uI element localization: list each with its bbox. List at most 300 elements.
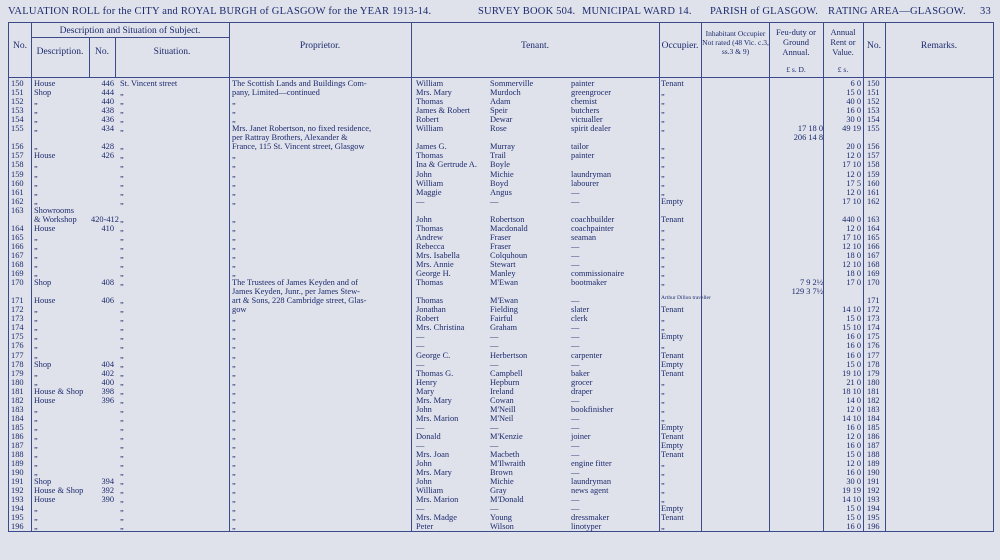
tenant-occupation: painter: [571, 151, 595, 161]
tenant-occupation: joiner: [571, 431, 591, 441]
occupier: „: [661, 395, 665, 405]
situation: „: [120, 359, 124, 369]
col-feu-units: £ s. D.: [786, 65, 806, 74]
annual-value: 15 0: [846, 450, 861, 460]
tenant-first-name: John: [416, 477, 432, 487]
proprietor: pany, Limited—continued: [232, 88, 320, 98]
occupier: „: [661, 160, 665, 170]
tenant-first-name: Rebecca: [416, 241, 445, 251]
tenant-first-name: Mrs. Mary: [416, 88, 452, 98]
row-number-right: 163: [867, 214, 880, 224]
occupier: „: [661, 97, 665, 107]
row-number: 157: [11, 151, 24, 161]
description: „: [34, 169, 38, 179]
tenant-occupation: —: [571, 323, 580, 333]
tenant-first-name: Mrs. Joan: [416, 450, 450, 460]
tenant-surname: Herbertson: [490, 350, 528, 360]
tenant-surname: M'Ewan: [490, 296, 519, 306]
tenant-occupation: draper: [571, 386, 593, 396]
proprietor: per Rattray Brothers, Alexander &: [232, 133, 348, 143]
situation: „: [120, 341, 124, 351]
annual-value: 14 10: [842, 305, 861, 315]
annual-value: 6 0: [850, 79, 861, 88]
row-number: 195: [11, 513, 24, 523]
col-tenant: Tenant.: [520, 41, 550, 51]
description: „: [34, 97, 38, 107]
proprietor: „: [232, 250, 236, 260]
occupier: Empty: [661, 359, 684, 369]
proprietor: The Scottish Lands and Buildings Com-: [232, 79, 367, 88]
street-number: 394: [101, 477, 114, 487]
tenant-occupation: —: [571, 296, 580, 306]
description: „: [34, 332, 38, 342]
occupier: Empty: [661, 332, 684, 342]
tenant-surname: Fraser: [490, 232, 511, 242]
annual-value: 17 10: [842, 232, 861, 242]
tenant-occupation: engine fitter: [571, 459, 612, 469]
tenant-surname: Young: [490, 513, 512, 523]
proprietor: „: [232, 495, 236, 505]
col-no: No.: [13, 41, 27, 51]
proprietor: „: [232, 178, 236, 188]
tenant-occupation: dressmaker: [571, 513, 610, 523]
description: „: [34, 260, 38, 269]
proprietor: „: [232, 413, 236, 423]
annual-value: 16 0: [846, 106, 861, 116]
tenant-surname: Cowan: [490, 395, 514, 405]
description: House & Shop: [34, 486, 84, 496]
description: „: [34, 269, 38, 279]
occupier: „: [661, 404, 665, 414]
situation: „: [120, 459, 124, 469]
occupier: „: [661, 522, 665, 532]
proprietor: „: [232, 241, 236, 251]
situation: „: [120, 223, 124, 233]
tenant-surname: Sommerville: [490, 79, 534, 88]
description: „: [34, 468, 38, 478]
situation: „: [120, 504, 124, 514]
tenant-occupation: —: [571, 495, 580, 505]
row-number: 154: [11, 115, 24, 125]
tenant-occupation: labourer: [571, 178, 599, 188]
tenant-surname: Macdonald: [490, 223, 528, 233]
tenant-first-name: —: [416, 359, 425, 369]
proprietor: „: [232, 441, 236, 450]
proprietor: „: [232, 513, 236, 523]
tenant-occupation: —: [571, 359, 580, 369]
proprietor: art & Sons, 228 Cambridge street, Glas-: [232, 296, 367, 306]
row-number-right: 182: [867, 395, 880, 405]
occupier: „: [661, 459, 665, 469]
row-number-right: 167: [867, 250, 880, 260]
situation: „: [120, 314, 124, 324]
situation: „: [120, 413, 124, 423]
row-number-right: 162: [867, 196, 880, 206]
occupier: „: [661, 486, 665, 496]
annual-value: 15 10: [842, 323, 861, 333]
row-number: 196: [11, 522, 24, 532]
row-number-right: 176: [867, 341, 880, 351]
row-number-right: 168: [867, 260, 880, 269]
situation: „: [120, 495, 124, 505]
row-number: 185: [11, 422, 24, 432]
tenant-first-name: Mrs. Annie: [416, 260, 454, 269]
description: Shop: [34, 278, 52, 288]
description: House: [34, 79, 56, 88]
tenant-occupation: victualler: [571, 115, 603, 125]
tenant-occupation: coachpainter: [571, 223, 614, 233]
tenant-occupation: spirit dealer: [571, 124, 611, 134]
municipal-ward: MUNICIPAL WARD 14.: [582, 6, 692, 17]
proprietor: „: [232, 477, 236, 487]
street-number: 444: [101, 88, 114, 98]
row-number: 168: [11, 260, 24, 269]
col-feu: Feu-duty or Ground Annual.: [776, 27, 816, 57]
row-number-right: 150: [867, 79, 880, 88]
annual-value: 15 0: [846, 314, 861, 324]
tenant-surname: Brown: [490, 468, 513, 478]
tenant-surname: Colquhoun: [490, 250, 528, 260]
parish: PARISH of GLASGOW.: [710, 6, 819, 17]
row-number-right: 181: [867, 386, 880, 396]
occupier: „: [661, 468, 665, 478]
proprietor: „: [232, 223, 236, 233]
situation: „: [120, 305, 124, 315]
occupier: „: [661, 232, 665, 242]
row-number-right: 159: [867, 169, 880, 179]
tenant-occupation: —: [571, 441, 580, 450]
situation: „: [120, 142, 124, 152]
description: „: [34, 142, 38, 152]
row-number-right: 195: [867, 513, 880, 523]
tenant-first-name: Andrew: [416, 232, 443, 242]
description: „: [34, 196, 38, 206]
proprietor: „: [232, 269, 236, 279]
proprietor: Mrs. Janet Robertson, no fixed residence,: [232, 124, 372, 134]
row-number-right: 170: [867, 278, 880, 288]
annual-value: 16 0: [846, 468, 861, 478]
description: „: [34, 350, 38, 360]
description: House: [34, 151, 56, 161]
tenant-surname: —: [490, 422, 499, 432]
situation: „: [120, 88, 124, 98]
situation: „: [120, 151, 124, 161]
tenant-first-name: William: [416, 178, 444, 188]
row-number-right: 151: [867, 88, 880, 98]
row-number-right: 154: [867, 115, 880, 125]
tenant-occupation: —: [571, 504, 580, 514]
row-number-right: 184: [867, 413, 880, 423]
row-number: 176: [11, 341, 24, 351]
tenant-surname: Macbeth: [490, 450, 520, 460]
description: „: [34, 187, 38, 197]
proprietor: „: [232, 196, 236, 206]
row-number: 161: [11, 187, 24, 197]
feu-duty: 206 14 8: [793, 133, 823, 143]
street-number: 402: [101, 368, 114, 378]
tenant-surname: M'Donald: [490, 495, 524, 505]
feu-duty: 7 9 2½: [799, 278, 823, 288]
row-number: 174: [11, 323, 24, 333]
description: „: [34, 106, 38, 116]
tenant-occupation: slater: [571, 305, 590, 315]
tenant-first-name: —: [416, 341, 425, 351]
col-occupier: Occupier.: [661, 41, 699, 51]
tenant-occupation: baker: [571, 368, 590, 378]
tenant-first-name: John: [416, 404, 432, 414]
tenant-surname: —: [490, 332, 499, 342]
situation: „: [120, 477, 124, 487]
proprietor: James Keyden, Junr., per James Stew-: [232, 287, 360, 297]
street-number: 438: [101, 106, 114, 116]
row-number: 194: [11, 504, 24, 514]
street-number: 428: [101, 142, 114, 152]
description: „: [34, 250, 38, 260]
tenant-surname: Fairful: [490, 314, 513, 324]
occupier: Tenant: [661, 513, 684, 523]
row-number-right: 179: [867, 368, 880, 378]
situation: „: [120, 160, 124, 170]
tenant-surname: Stewart: [490, 260, 516, 269]
proprietor: „: [232, 314, 236, 324]
occupier: Empty: [661, 422, 684, 432]
tenant-occupation: carpenter: [571, 350, 603, 360]
occupier: Tenant: [661, 79, 684, 88]
tenant-surname: Fielding: [490, 305, 518, 315]
description: „: [34, 305, 38, 315]
tenant-first-name: Mrs. Isabella: [416, 250, 460, 260]
proprietor: „: [232, 97, 236, 107]
occupier: „: [661, 386, 665, 396]
proprietor: The Trustees of James Keyden and of: [232, 278, 359, 288]
row-number: 164: [11, 223, 24, 233]
row-number: 153: [11, 106, 24, 116]
situation: „: [120, 196, 124, 206]
roll-title: VALUATION ROLL for the CITY and ROYAL BURGH of GLASGOW for the YEAR 1913-14.: [8, 6, 432, 17]
proprietor: „: [232, 160, 236, 170]
tenant-occupation: —: [571, 341, 580, 351]
annual-value: 21 0: [846, 377, 861, 387]
row-number: 188: [11, 450, 24, 460]
tenant-first-name: James & Robert: [416, 106, 470, 116]
proprietor: „: [232, 431, 236, 441]
tenant-surname: Michie: [490, 169, 514, 179]
annual-value: 12 10: [842, 241, 861, 251]
tenant-surname: Murdoch: [490, 88, 521, 98]
row-number-right: 172: [867, 305, 880, 315]
description: „: [34, 368, 38, 378]
tenant-first-name: John: [416, 169, 432, 179]
row-number-right: 192: [867, 486, 880, 496]
proprietor: „: [232, 359, 236, 369]
description: Showrooms: [34, 205, 75, 215]
row-number-right: 164: [867, 223, 880, 233]
occupier: „: [661, 413, 665, 423]
tenant-occupation: grocer: [571, 377, 593, 387]
annual-value: 18 0: [846, 269, 861, 279]
row-number-right: 174: [867, 323, 880, 333]
annual-value: 18 10: [842, 386, 861, 396]
row-number: 178: [11, 359, 24, 369]
row-number-right: 153: [867, 106, 880, 116]
annual-value: 14 10: [842, 413, 861, 423]
col-description: Description.: [36, 47, 84, 57]
row-number-right: 158: [867, 160, 880, 170]
tenant-first-name: Thomas: [416, 97, 443, 107]
table-row: [9, 522, 993, 532]
situation: „: [120, 214, 124, 224]
row-number-right: 190: [867, 468, 880, 478]
situation: „: [120, 441, 124, 450]
tenant-surname: M'Ilwraith: [490, 459, 526, 469]
occupier: Tenant: [661, 305, 684, 315]
occupier: „: [661, 187, 665, 197]
description: „: [34, 459, 38, 469]
proprietor: „: [232, 450, 236, 460]
tenant-first-name: John: [416, 459, 432, 469]
col-annual: Annual Rent or Value.: [830, 27, 856, 57]
situation: „: [120, 323, 124, 333]
description: „: [34, 513, 38, 523]
tenant-surname: Dewar: [490, 115, 513, 125]
annual-value: 17 10: [842, 160, 861, 170]
proprietor: „: [232, 486, 236, 496]
tenant-occupation: —: [571, 241, 580, 251]
proprietor: „: [232, 115, 236, 125]
tenant-occupation: laundryman: [571, 169, 612, 179]
occupier: „: [661, 124, 665, 134]
tenant-occupation: chemist: [571, 97, 598, 107]
occupier: „: [661, 477, 665, 487]
row-number: 165: [11, 232, 24, 242]
situation: „: [120, 106, 124, 116]
tenant-occupation: —: [571, 260, 580, 269]
tenant-occupation: laundryman: [571, 477, 612, 487]
row-number-right: 157: [867, 151, 880, 161]
annual-value: 30 0: [846, 115, 861, 125]
occupier: „: [661, 106, 665, 116]
tenant-first-name: Mrs. Marion: [416, 413, 459, 423]
proprietor: „: [232, 106, 236, 116]
tenant-first-name: Mrs. Marion: [416, 495, 459, 505]
tenant-occupation: commissionaire: [571, 269, 625, 279]
tenant-first-name: Thomas G.: [416, 368, 454, 378]
occupier: „: [661, 115, 665, 125]
tenant-surname: Michie: [490, 477, 514, 487]
description: „: [34, 404, 38, 414]
tenant-occupation: —: [571, 250, 580, 260]
col-desc-situation: Description and Situation of Subject.: [59, 26, 201, 36]
tenant-occupation: painter: [571, 79, 595, 88]
occupier: „: [661, 495, 665, 505]
situation: „: [120, 97, 124, 107]
row-number: 193: [11, 495, 24, 505]
annual-value: 20 0: [846, 142, 861, 152]
row-number: 177: [11, 350, 24, 360]
survey-book: SURVEY BOOK 504.: [478, 6, 576, 17]
annual-value: 18 0: [846, 250, 861, 260]
occupier: „: [661, 323, 665, 333]
annual-value: 14 0: [846, 395, 861, 405]
annual-value: 15 0: [846, 88, 861, 98]
situation: „: [120, 296, 124, 306]
row-number: 155: [11, 124, 24, 134]
row-number-right: 166: [867, 241, 880, 251]
description: Shop: [34, 359, 52, 369]
situation: „: [120, 468, 124, 478]
situation: „: [120, 431, 124, 441]
annual-value: 15 0: [846, 359, 861, 369]
occupier: „: [661, 314, 665, 324]
row-number: 162: [11, 196, 24, 206]
row-number: 167: [11, 250, 24, 260]
tenant-occupation: clerk: [571, 314, 588, 324]
annual-value: 17 0: [846, 278, 861, 288]
row-number-right: 152: [867, 97, 880, 107]
row-number: 179: [11, 368, 24, 378]
situation: „: [120, 187, 124, 197]
annual-value: 12 0: [846, 223, 861, 233]
row-number-right: 156: [867, 142, 880, 152]
description: „: [34, 413, 38, 423]
situation: „: [120, 115, 124, 125]
row-number-right: 171: [867, 296, 880, 306]
description: Shop: [34, 88, 52, 98]
tenant-first-name: Thomas: [416, 296, 443, 306]
tenant-first-name: John: [416, 214, 432, 224]
annual-value: 19 19: [842, 486, 861, 496]
tenant-surname: Campbell: [490, 368, 523, 378]
row-number: 191: [11, 477, 24, 487]
proprietor: „: [232, 214, 236, 224]
annual-value: 12 0: [846, 187, 861, 197]
row-number-right: 196: [867, 522, 880, 532]
proprietor: „: [232, 377, 236, 387]
row-number: 156: [11, 142, 24, 152]
situation: „: [120, 250, 124, 260]
row-number: 166: [11, 241, 24, 251]
situation: „: [120, 368, 124, 378]
row-number-right: 173: [867, 314, 880, 324]
tenant-occupation: linotyper: [571, 522, 602, 532]
tenant-first-name: Maggie: [416, 187, 442, 197]
proprietor: „: [232, 459, 236, 469]
occupier: Tenant: [661, 431, 684, 441]
annual-value: 12 0: [846, 459, 861, 469]
row-number-right: 165: [867, 232, 880, 242]
annual-value: 16 0: [846, 441, 861, 450]
annual-value: 49 19: [842, 124, 861, 134]
row-number: 150: [11, 79, 24, 88]
row-number: 159: [11, 169, 24, 179]
occupier: „: [661, 241, 665, 251]
proprietor: „: [232, 368, 236, 378]
description: „: [34, 522, 38, 532]
tenant-surname: Wilson: [490, 522, 514, 532]
row-number: 151: [11, 88, 24, 98]
proprietor: „: [232, 323, 236, 333]
tenant-occupation: —: [571, 332, 580, 342]
row-number-right: 193: [867, 495, 880, 505]
row-number: 180: [11, 377, 24, 387]
occupier: „: [661, 151, 665, 161]
tenant-first-name: Ina & Gertrude A.: [416, 160, 477, 170]
row-number-right: 169: [867, 269, 880, 279]
proprietor: „: [232, 332, 236, 342]
annual-value: 40 0: [846, 97, 861, 107]
occupier: „: [661, 341, 665, 351]
description: „: [34, 441, 38, 450]
